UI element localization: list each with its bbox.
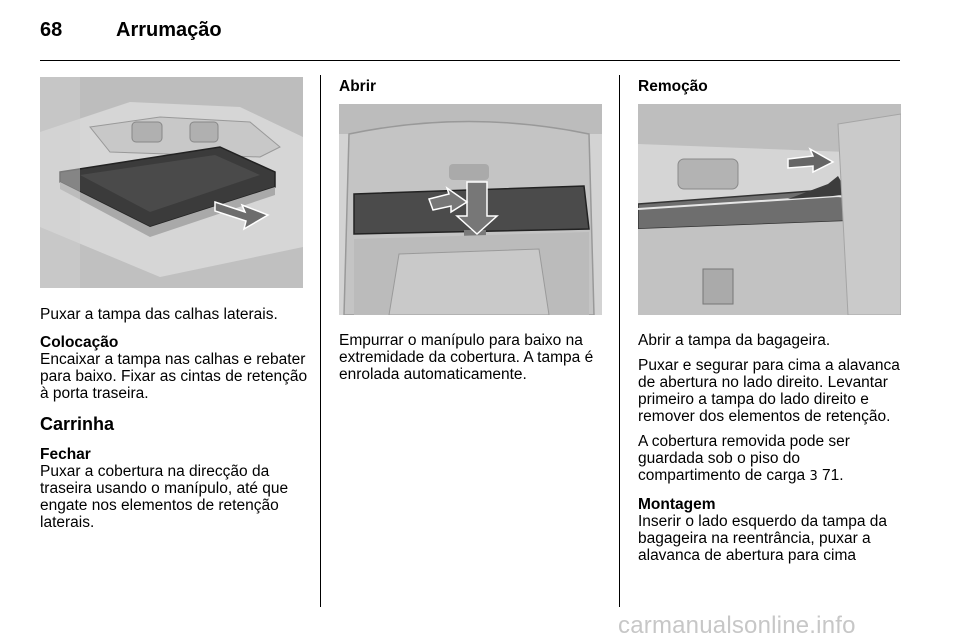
page-number: 68: [40, 19, 63, 41]
text-remocao-3-main: A cobertura removida pode ser guardada sob o piso do compartimento de carga: [638, 433, 850, 484]
header-rule: [40, 60, 900, 61]
caption-shelf-removal: Puxar a tampa das calhas laterais.: [40, 306, 278, 323]
text-abrir: Empurrar o manípulo para baixo na extremidade da cobertura. A tampa é enrolada automaticamente.: [339, 332, 594, 383]
text-montagem: Inserir o lado esquerdo da tampa da bagageira na reentrância, puxar a alavanca de abertura para cima: [638, 513, 888, 564]
text-remocao-2: Puxar e segurar para cima a alavanca de abertura no lado direito. Levantar primeiro a tampa do lado direito e remover dos elementos de retenção.: [638, 357, 900, 425]
illustration-cover-removal: [638, 104, 901, 315]
section-heading-carrinha: Carrinha: [40, 414, 115, 434]
watermark: carmanualsonline.info: [618, 612, 856, 639]
illustration-shelf-removal: [40, 77, 303, 288]
page-title: Arrumação: [116, 19, 222, 41]
text-remocao-3: [638, 433, 903, 485]
column-2-heading: [339, 78, 607, 95]
subheading-colocacao: Colocação: [40, 334, 119, 351]
column-2: [339, 332, 601, 391]
text-fechar: Puxar a cobertura na direcção da traseira usando o manípulo, até que engate nos elementos de retenção laterais.: [40, 463, 289, 531]
column-1: [40, 306, 308, 539]
page-reference-icon: 3: [809, 469, 818, 484]
text-colocacao: Encaixar a tampa nas calhas e rebater para baixo. Fixar as cintas de retenção à porta traseira.: [40, 351, 308, 402]
column-divider-1: [320, 75, 321, 607]
subheading-montagem: Montagem: [638, 496, 716, 513]
subheading-abrir: Abrir: [339, 78, 377, 95]
page-reference-number[interactable]: 71.: [822, 467, 844, 484]
column-3: [638, 332, 903, 572]
column-3-heading: [638, 78, 906, 95]
column-divider-2: [619, 75, 620, 607]
text-remocao-1: Abrir a tampa da bagageira.: [638, 332, 831, 349]
subheading-remocao: Remoção: [638, 78, 708, 95]
subheading-fechar: Fechar: [40, 446, 91, 463]
illustration-cover-open: [339, 104, 602, 315]
